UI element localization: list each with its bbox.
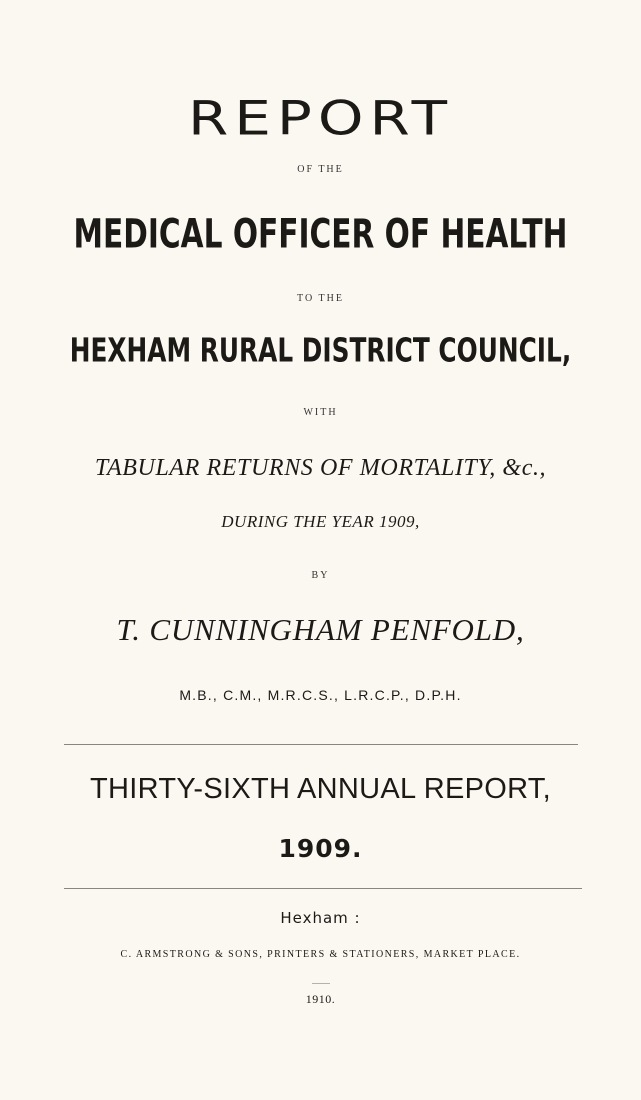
with-label: WITH [303, 407, 338, 418]
to-the-label: TO THE [297, 293, 344, 304]
divider-rule-top [64, 744, 578, 745]
report-year: 1909. [278, 834, 363, 863]
during-year-line: DURING THE YEAR 1909, [221, 512, 420, 531]
report-title: REPORT [187, 90, 454, 146]
divider-rule-bottom [64, 888, 582, 889]
council-heading: HEXHAM RURAL DISTRICT COUNCIL, [69, 332, 572, 370]
annual-report-line: THIRTY-SIXTH ANNUAL REPORT, [90, 773, 551, 805]
author-name: T. CUNNINGHAM PENFOLD, [116, 612, 525, 647]
author-qualifications: M.B., C.M., M.R.C.S., L.R.C.P., D.P.H. [179, 687, 462, 703]
office-heading: MEDICAL OFFICER OF HEALTH [73, 210, 568, 258]
imprint-place: Hexham : [280, 909, 361, 927]
imprint-printers: C. ARMSTRONG & SONS, PRINTERS & STATIONERS, MARKET PLACE. [120, 949, 521, 960]
imprint-year: 1910. [305, 992, 336, 1006]
by-label: BY [311, 570, 330, 581]
tabular-returns-line: TABULAR RETURNS OF MORTALITY, &c., [94, 455, 547, 481]
divider-rule-short [312, 983, 330, 984]
of-the-label: OF THE [297, 164, 344, 175]
